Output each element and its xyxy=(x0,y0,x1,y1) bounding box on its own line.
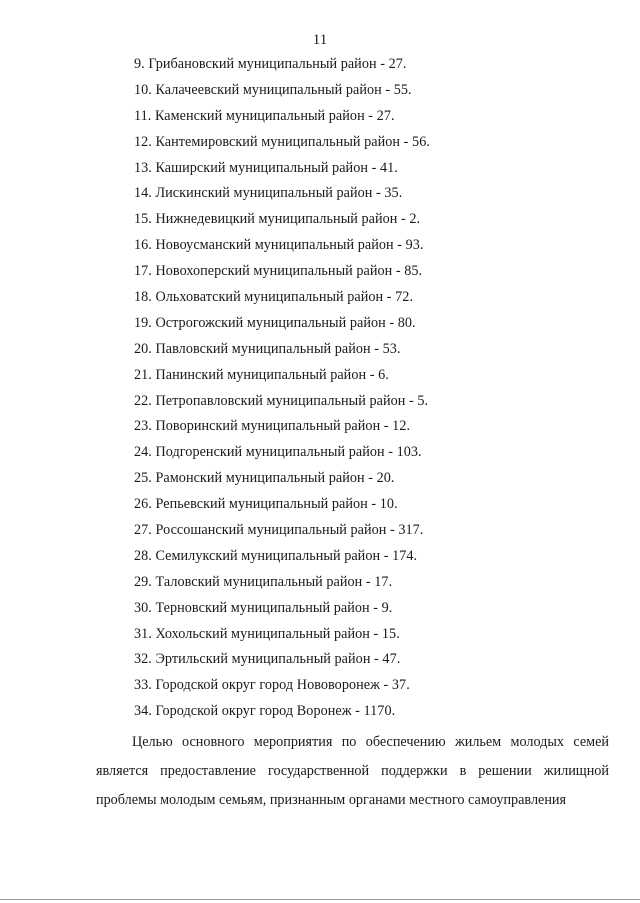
page-number: 11 xyxy=(312,32,328,48)
body-paragraph: Целью основного мероприятия по обеспечению жильем молодых семей является предоставление государственной поддержки в решении жилищной проблемы молодым семьям, признанным органами местного самоуправления xyxy=(96,734,609,808)
list-item: 10. Калачеевский муниципальный район - 55. xyxy=(134,81,412,98)
district-list xyxy=(134,52,430,725)
list-item: 30. Терновский муниципальный район - 9. xyxy=(134,599,393,616)
list-item: 26. Репьевский муниципальный район - 10. xyxy=(134,496,398,513)
list-item: 19. Острогожский муниципальный район - 80. xyxy=(134,314,416,331)
list-item: 9. Грибановский муниципальный район - 27. xyxy=(134,56,407,72)
list-item: 33. Городской округ город Нововоронеж - 37. xyxy=(134,677,410,694)
list-item: 24. Подгоренский муниципальный район - 103. xyxy=(134,444,422,461)
list-item: 13. Каширский муниципальный район - 41. xyxy=(134,159,398,176)
list-item: 16. Новоусманский муниципальный район - 93. xyxy=(134,237,424,254)
list-item: 32. Эртильский муниципальный район - 47. xyxy=(134,651,401,668)
list-item: 17. Новохоперский муниципальный район - 85. xyxy=(134,263,423,280)
list-item: 11. Каменский муниципальный район - 27. xyxy=(134,107,395,124)
list-item: 28. Семилукский муниципальный район - 174. xyxy=(134,547,418,564)
list-item: 23. Поворинский муниципальный район - 12. xyxy=(134,418,411,435)
list-item: 20. Павловский муниципальный район - 53. xyxy=(134,340,401,357)
list-item: 14. Лискинский муниципальный район - 35. xyxy=(134,185,403,202)
list-item: 25. Рамонский муниципальный район - 20. xyxy=(134,470,395,487)
list-item: 34. Городской округ город Воронеж - 1170. xyxy=(134,703,396,720)
list-item: 21. Панинский муниципальный район - 6. xyxy=(134,366,389,383)
list-item: 12. Кантемировский муниципальный район - 56. xyxy=(134,133,430,150)
page-bottom-rule xyxy=(0,899,640,900)
list-item: 15. Нижнедевицкий муниципальный район - 2. xyxy=(134,211,421,228)
list-item: 31. Хохольский муниципальный район - 15. xyxy=(134,625,400,642)
list-item: 27. Россошанский муниципальный район - 317. xyxy=(134,522,424,539)
list-item: 22. Петропавловский муниципальный район - 5. xyxy=(134,392,429,409)
list-item: 18. Ольховатский муниципальный район - 72. xyxy=(134,289,414,306)
list-item: 29. Таловский муниципальный район - 17. xyxy=(134,573,393,590)
